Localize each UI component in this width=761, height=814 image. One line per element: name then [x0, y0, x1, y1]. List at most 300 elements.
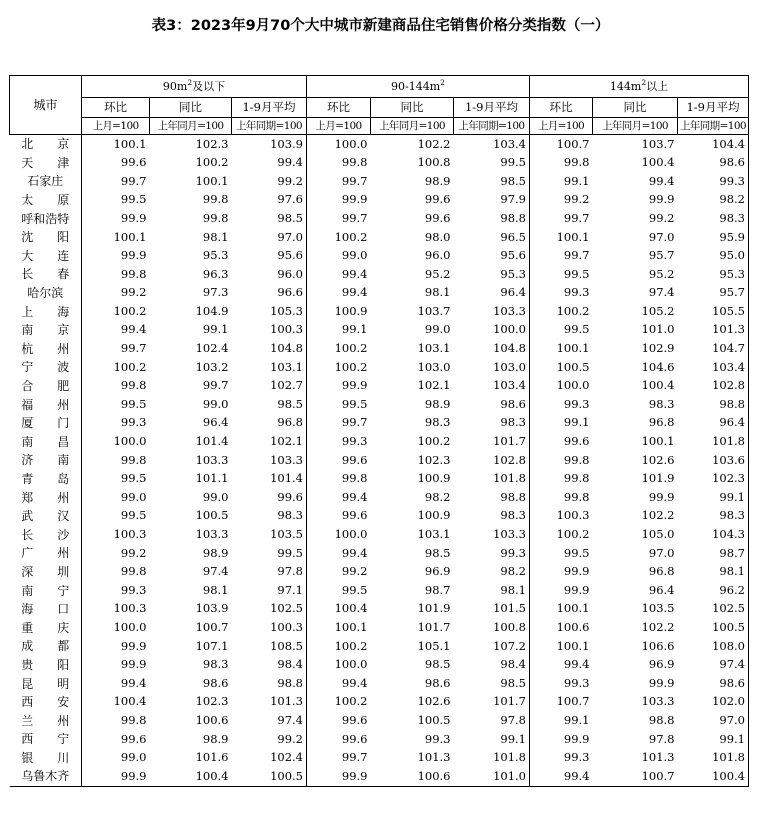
index-value: 103.3	[641, 694, 675, 709]
index-value: 99.1	[678, 730, 749, 749]
index-value: 99.6	[341, 508, 368, 523]
index-value: 99.8	[120, 564, 147, 579]
index-value: 99.2	[563, 192, 590, 207]
index-value: 98.3	[678, 209, 749, 228]
index-value: 99.9	[341, 378, 368, 393]
index-value: 97.8	[454, 711, 530, 730]
index-value: 99.6	[424, 210, 451, 225]
index-value: 96.3	[202, 266, 229, 281]
index-value: 99.4	[120, 322, 147, 337]
index-value: 103.9	[232, 135, 307, 154]
city-name: 长 春	[10, 265, 82, 284]
index-value: 98.6	[678, 154, 749, 173]
table-row	[10, 767, 749, 786]
index-value: 100.3	[113, 527, 147, 542]
index-value: 96.5	[454, 228, 530, 247]
index-value: 108.0	[678, 637, 749, 656]
index-value: 95.2	[648, 266, 675, 281]
index-value: 101.7	[454, 433, 530, 452]
city-name: 乌鲁木齐	[10, 767, 82, 786]
index-value: 100.0	[556, 378, 590, 393]
index-value: 102.4	[195, 341, 229, 356]
index-value: 99.8	[341, 471, 368, 486]
index-value: 103.3	[232, 451, 307, 470]
index-value: 99.8	[563, 489, 590, 504]
index-value: 98.6	[424, 675, 451, 690]
index-value: 107.1	[195, 638, 229, 653]
city-name: 兰 州	[10, 711, 82, 730]
index-value: 98.9	[424, 396, 451, 411]
table-row	[10, 172, 749, 191]
index-value: 96.4	[678, 414, 749, 433]
index-value: 99.0	[424, 322, 451, 337]
index-value: 100.9	[417, 471, 451, 486]
city-name: 贵 阳	[10, 656, 82, 675]
index-value: 101.9	[641, 471, 675, 486]
index-value: 99.1	[202, 322, 229, 337]
index-value: 99.7	[563, 248, 590, 263]
index-value: 95.3	[454, 265, 530, 284]
table-row	[10, 600, 749, 619]
index-value: 99.2	[341, 564, 368, 579]
index-value: 96.8	[232, 414, 307, 433]
city-name: 南 京	[10, 321, 82, 340]
index-value: 99.5	[454, 154, 530, 173]
table-row	[10, 228, 749, 247]
index-value: 99.2	[232, 730, 307, 749]
index-value: 99.2	[120, 545, 147, 560]
index-value: 99.1	[678, 488, 749, 507]
city-name: 福 州	[10, 395, 82, 414]
index-value: 100.3	[113, 601, 147, 616]
index-value: 104.3	[678, 525, 749, 544]
index-value: 97.9	[454, 191, 530, 210]
city-name: 重 庆	[10, 618, 82, 637]
subheader-avg: 1-9月平均	[232, 98, 307, 118]
subheader-avg: 1-9月平均	[678, 98, 749, 118]
index-value: 100.5	[556, 359, 590, 374]
subheader-mom: 环比	[530, 98, 593, 118]
table-row	[10, 451, 749, 470]
index-value: 102.5	[678, 600, 749, 619]
index-value: 98.6	[678, 674, 749, 693]
index-value: 98.8	[648, 712, 675, 727]
index-value: 102.2	[371, 135, 454, 154]
subheader-yoy: 同比	[150, 98, 232, 118]
index-value: 99.5	[341, 396, 368, 411]
index-value: 98.3	[454, 414, 530, 433]
index-value: 105.1	[417, 638, 451, 653]
index-value: 96.9	[648, 657, 675, 672]
index-value: 103.3	[454, 302, 530, 321]
index-value: 95.2	[424, 266, 451, 281]
index-value: 98.6	[454, 395, 530, 414]
index-value: 100.3	[232, 321, 307, 340]
index-value: 103.3	[195, 527, 229, 542]
index-value: 103.4	[454, 135, 530, 154]
index-value: 99.9	[563, 564, 590, 579]
index-value: 102.3	[678, 470, 749, 489]
index-value: 100.5	[417, 712, 451, 727]
table-row	[10, 730, 749, 749]
index-value: 99.8	[202, 210, 229, 225]
index-value: 99.3	[563, 285, 590, 300]
index-value: 99.8	[120, 452, 147, 467]
index-value: 99.6	[341, 712, 368, 727]
index-value: 101.7	[417, 619, 451, 634]
city-name: 北 京	[10, 135, 82, 154]
index-value: 100.1	[195, 173, 229, 188]
table-row	[10, 525, 749, 544]
index-value: 99.9	[82, 767, 150, 786]
index-value: 102.4	[232, 749, 307, 768]
index-value: 102.3	[417, 452, 451, 467]
index-value: 99.7	[120, 173, 147, 188]
index-value: 102.3	[150, 135, 232, 154]
table-row	[10, 209, 749, 228]
index-value: 103.5	[641, 601, 675, 616]
index-value: 99.4	[563, 657, 590, 672]
index-value: 98.1	[202, 229, 229, 244]
index-value: 101.0	[641, 322, 675, 337]
index-value: 96.4	[648, 582, 675, 597]
city-name: 广 州	[10, 544, 82, 563]
subheader-avg: 1-9月平均	[454, 98, 530, 118]
index-value: 100.2	[334, 359, 368, 374]
index-value: 95.9	[678, 228, 749, 247]
table-row	[10, 433, 749, 452]
index-value: 99.5	[563, 266, 590, 281]
index-value: 100.0	[334, 527, 368, 542]
index-value: 98.5	[424, 657, 451, 672]
index-value: 99.9	[120, 657, 147, 672]
index-value: 98.1	[454, 581, 530, 600]
index-value: 101.7	[454, 693, 530, 712]
index-value: 100.8	[454, 618, 530, 637]
index-value: 96.6	[232, 284, 307, 303]
index-value: 101.0	[454, 767, 530, 786]
index-value: 103.2	[195, 359, 229, 374]
index-value: 95.6	[232, 247, 307, 266]
index-value: 99.0	[202, 489, 229, 504]
index-value: 103.5	[232, 525, 307, 544]
index-value: 100.1	[641, 434, 675, 449]
city-name: 呼和浩特	[10, 209, 82, 228]
index-value: 103.3	[454, 525, 530, 544]
index-value: 103.1	[232, 358, 307, 377]
index-value: 95.6	[454, 247, 530, 266]
index-value: 100.2	[334, 694, 368, 709]
city-name: 杭 州	[10, 340, 82, 359]
index-value: 102.2	[641, 619, 675, 634]
index-value: 98.3	[202, 657, 229, 672]
index-value: 98.8	[232, 674, 307, 693]
index-value: 99.3	[563, 675, 590, 690]
index-value: 105.2	[641, 303, 675, 318]
index-value: 99.7	[202, 378, 229, 393]
index-value: 103.7	[417, 303, 451, 318]
index-value: 101.9	[417, 601, 451, 616]
index-value: 106.6	[641, 638, 675, 653]
index-value: 100.1	[113, 229, 147, 244]
index-value: 99.5	[232, 544, 307, 563]
index-value: 100.3	[556, 508, 590, 523]
index-value: 98.0	[424, 229, 451, 244]
index-value: 99.9	[120, 210, 147, 225]
index-value: 100.0	[113, 434, 147, 449]
index-value: 100.7	[593, 767, 678, 786]
index-value: 101.3	[641, 750, 675, 765]
city-name: 济 南	[10, 451, 82, 470]
index-value: 102.6	[417, 694, 451, 709]
index-value: 100.2	[113, 303, 147, 318]
index-value: 99.7	[341, 750, 368, 765]
index-value: 99.3	[424, 731, 451, 746]
city-name: 郑 州	[10, 488, 82, 507]
price-index-table	[9, 75, 749, 787]
index-value: 101.8	[454, 470, 530, 489]
index-value: 102.8	[678, 377, 749, 396]
index-value: 100.6	[556, 619, 590, 634]
city-name: 长 沙	[10, 525, 82, 544]
table-row	[10, 544, 749, 563]
index-value: 101.8	[678, 433, 749, 452]
index-value: 99.0	[202, 396, 229, 411]
table-row	[10, 656, 749, 675]
index-value: 101.8	[454, 749, 530, 768]
index-value: 99.6	[563, 434, 590, 449]
index-value: 95.0	[678, 247, 749, 266]
index-value: 99.4	[341, 675, 368, 690]
index-value: 99.2	[232, 172, 307, 191]
subheader-yoy: 同比	[371, 98, 454, 118]
city-name: 南 昌	[10, 433, 82, 452]
index-value: 99.7	[341, 210, 368, 225]
index-value: 98.3	[232, 507, 307, 526]
index-value: 100.1	[334, 619, 368, 634]
table-row	[10, 563, 749, 582]
index-value: 99.6	[341, 731, 368, 746]
index-value: 100.2	[195, 155, 229, 170]
index-value: 98.2	[454, 563, 530, 582]
index-value: 100.4	[150, 767, 232, 786]
index-value: 97.8	[648, 731, 675, 746]
table-row	[10, 618, 749, 637]
index-value: 99.8	[202, 192, 229, 207]
index-value: 99.5	[341, 582, 368, 597]
index-value: 99.3	[563, 396, 590, 411]
index-value: 98.5	[232, 209, 307, 228]
city-name: 上 海	[10, 302, 82, 321]
index-value: 101.3	[417, 750, 451, 765]
index-value: 100.0	[454, 321, 530, 340]
table-row	[10, 135, 749, 154]
group-header-small: $90m^2$及以下	[82, 76, 307, 98]
index-value: 102.9	[641, 341, 675, 356]
index-value: 103.0	[417, 359, 451, 374]
city-name: 厦 门	[10, 414, 82, 433]
index-value: 99.6	[232, 488, 307, 507]
index-value: 99.4	[341, 266, 368, 281]
index-value: 100.7	[530, 135, 593, 154]
city-name: 海 口	[10, 600, 82, 619]
index-value: 97.3	[202, 285, 229, 300]
index-value: 98.2	[424, 489, 451, 504]
index-value: 95.3	[678, 265, 749, 284]
index-value: 99.1	[563, 415, 590, 430]
table-row	[10, 674, 749, 693]
index-value: 104.7	[678, 340, 749, 359]
index-value: 98.2	[678, 191, 749, 210]
group-header-large: $144m^2$以上	[530, 76, 749, 98]
index-value: 98.4	[454, 656, 530, 675]
index-value: 99.8	[563, 452, 590, 467]
index-value: 99.4	[341, 285, 368, 300]
table-row	[10, 581, 749, 600]
index-value: 99.8	[120, 266, 147, 281]
index-value: 96.4	[454, 284, 530, 303]
index-value: 98.3	[678, 507, 749, 526]
index-value: 99.6	[341, 452, 368, 467]
index-value: 100.1	[556, 638, 590, 653]
table-row	[10, 507, 749, 526]
table-row	[10, 414, 749, 433]
index-value: 100.4	[113, 694, 147, 709]
index-value: 95.3	[202, 248, 229, 263]
index-value: 98.1	[678, 563, 749, 582]
index-value: 99.9	[120, 638, 147, 653]
index-value: 98.7	[678, 544, 749, 563]
index-value: 96.8	[648, 564, 675, 579]
index-value: 105.0	[641, 527, 675, 542]
index-value: 98.5	[232, 395, 307, 414]
index-value: 98.9	[202, 731, 229, 746]
base-label: 上月=100	[307, 118, 371, 135]
index-value: 99.4	[648, 173, 675, 188]
index-value: 98.3	[648, 396, 675, 411]
index-value: 99.9	[648, 675, 675, 690]
index-value: 104.4	[678, 135, 749, 154]
index-value: 100.4	[678, 767, 749, 786]
index-value: 97.4	[232, 711, 307, 730]
index-value: 97.4	[202, 564, 229, 579]
table-row	[10, 470, 749, 489]
index-value: 97.0	[232, 228, 307, 247]
index-value: 100.2	[113, 359, 147, 374]
table-row	[10, 284, 749, 303]
index-value: 99.5	[120, 508, 147, 523]
index-value: 99.6	[424, 192, 451, 207]
index-value: 99.3	[678, 172, 749, 191]
index-value: 98.6	[202, 675, 229, 690]
index-value: 99.2	[648, 210, 675, 225]
index-value: 100.1	[82, 135, 150, 154]
index-value: 99.9	[307, 767, 371, 786]
index-value: 100.0	[334, 657, 368, 672]
index-value: 98.9	[202, 545, 229, 560]
city-column-header: 城市	[10, 76, 82, 135]
city-name: 深 圳	[10, 563, 82, 582]
index-value: 98.1	[424, 285, 451, 300]
index-value: 99.5	[120, 396, 147, 411]
index-value: 97.8	[232, 563, 307, 582]
table-row	[10, 711, 749, 730]
index-value: 99.3	[120, 582, 147, 597]
index-value: 103.9	[195, 601, 229, 616]
index-value: 99.9	[648, 192, 675, 207]
table-row	[10, 637, 749, 656]
index-value: 104.8	[454, 340, 530, 359]
index-value: 99.8	[120, 378, 147, 393]
index-value: 100.2	[334, 638, 368, 653]
index-value: 98.4	[232, 656, 307, 675]
table-row	[10, 749, 749, 768]
table-row	[10, 358, 749, 377]
index-value: 95.7	[678, 284, 749, 303]
group-header-medium: $90-144m^2$	[307, 76, 530, 98]
index-value: 99.1	[563, 173, 590, 188]
index-value: 108.5	[232, 637, 307, 656]
index-value: 99.7	[563, 210, 590, 225]
index-value: 100.2	[556, 303, 590, 318]
index-value: 99.4	[341, 489, 368, 504]
table-row	[10, 488, 749, 507]
index-value: 97.6	[232, 191, 307, 210]
index-value: 99.7	[120, 341, 147, 356]
index-value: 99.5	[120, 192, 147, 207]
index-value: 96.0	[232, 265, 307, 284]
index-value: 101.4	[232, 470, 307, 489]
index-value: 100.6	[371, 767, 454, 786]
base-label: 上年同期=100	[678, 118, 749, 135]
city-name: 大 连	[10, 247, 82, 266]
index-value: 99.0	[120, 489, 147, 504]
index-value: 100.1	[556, 601, 590, 616]
base-label: 上年同月=100	[371, 118, 454, 135]
index-value: 100.4	[641, 378, 675, 393]
city-name: 成 都	[10, 637, 82, 656]
index-value: 105.3	[232, 302, 307, 321]
index-value: 96.9	[424, 564, 451, 579]
index-value: 101.4	[195, 434, 229, 449]
index-value: 101.5	[454, 600, 530, 619]
index-value: 98.8	[454, 488, 530, 507]
index-value: 97.1	[232, 581, 307, 600]
index-value: 104.6	[641, 359, 675, 374]
table-row	[10, 191, 749, 210]
index-value: 99.1	[454, 730, 530, 749]
index-value: 97.4	[678, 656, 749, 675]
base-label: 上年同期=100	[232, 118, 307, 135]
index-value: 99.8	[563, 155, 590, 170]
index-value: 99.0	[120, 750, 147, 765]
table-row	[10, 395, 749, 414]
index-value: 99.5	[120, 471, 147, 486]
city-name: 沈 阳	[10, 228, 82, 247]
index-value: 99.4	[530, 767, 593, 786]
index-value: 100.7	[556, 694, 590, 709]
table-row	[10, 154, 749, 173]
index-value: 101.3	[678, 321, 749, 340]
index-value: 103.1	[417, 527, 451, 542]
index-value: 104.9	[195, 303, 229, 318]
index-value: 100.0	[307, 135, 371, 154]
city-name: 天 津	[10, 154, 82, 173]
index-value: 99.2	[120, 285, 147, 300]
index-value: 99.0	[341, 248, 368, 263]
base-label: 上年同月=100	[150, 118, 232, 135]
index-value: 99.9	[563, 731, 590, 746]
